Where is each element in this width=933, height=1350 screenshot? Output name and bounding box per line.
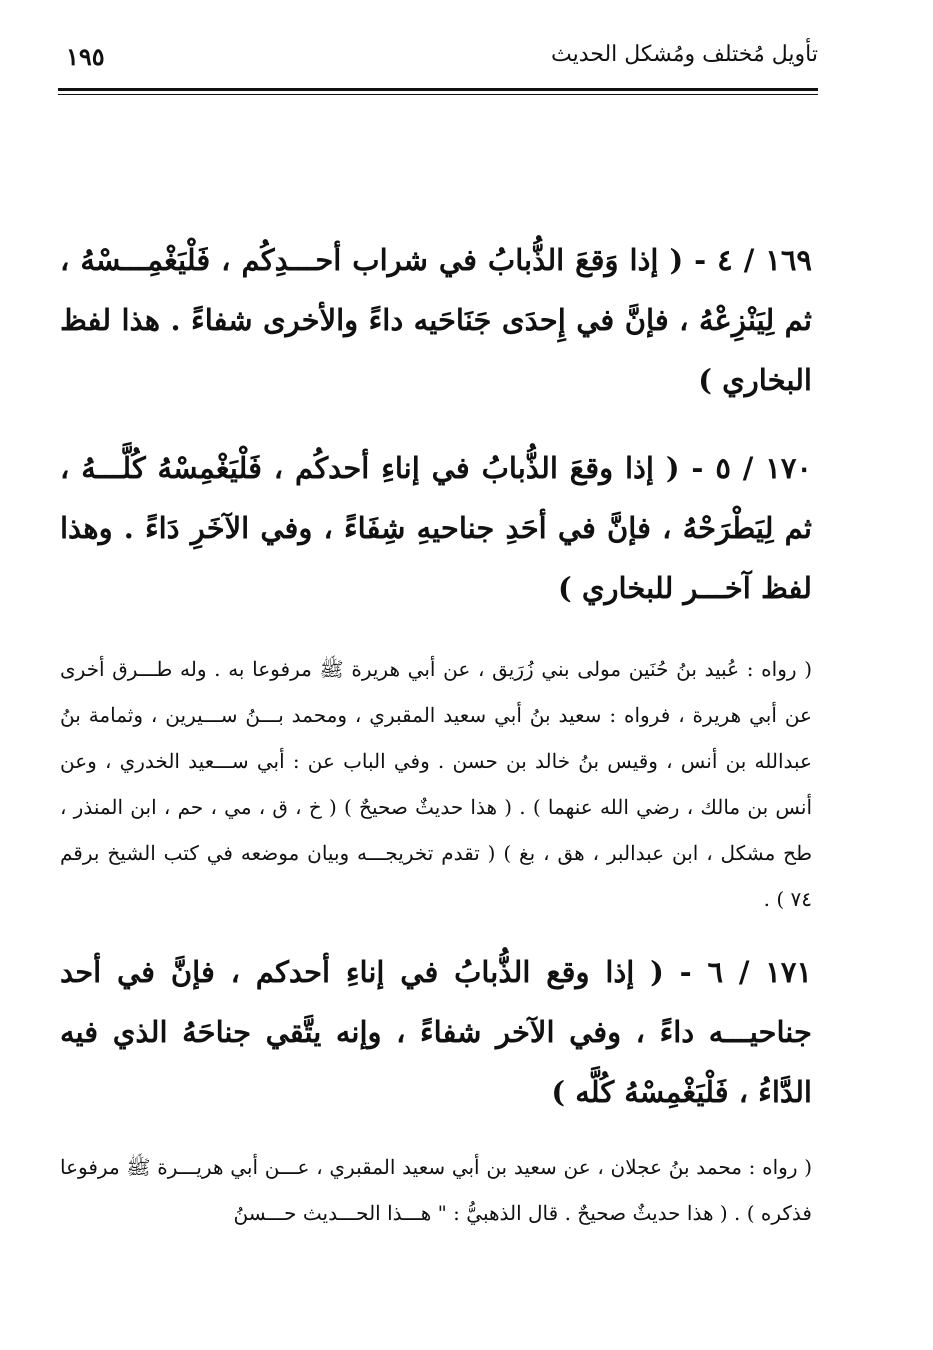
hadith-170: ١٧٠ / ٥ - ( إذا وقعَ الذُّبابُ في إناءِ أحدكُم ، فَلْيَغْمِسْهُ كُلَّـــهُ ، ثم لِيَطْرَحْهُ ، فإنَّ في أحَدِ جناحيهِ شِفَاءً ، وفي الآخَرِ دَاءً . وهذا لفظ آخـــر للبخاري ) — [60, 451, 812, 605]
takhrij-170: ( رواه : عُبيد بنُ حُنَين مولى بني زُرَيق ، عن أبي هريرة ﷺ مرفوعا به . وله طـــرق أخرى عن أبي هريرة ، فرواه : سعيد بنُ أبي سعيد المقبري ، ومحمد بـــنُ ســـيرين ، وثمامة بنُ عبدالله بن أنس ، وقيس بنُ خالد بن حسن . وفي الباب عن : أبي ســـعيد الخدري ، وعن أنس بن مالك ، رضي الله عنهما ) . ( هذا حديثٌ صحيحٌ ) ( خ ، ق ، مي ، حم ، ابن المنذر ، طح مشكل ، ابن عبدالبر ، هق ، بغ ) ( تقدم تخريجـــه وبيان موضعه في كتب الشيخ برقم ٧٤ ) . — [60, 657, 812, 911]
page-number: ١٩٥ — [66, 42, 105, 71]
page-body — [60, 230, 812, 1256]
page-header — [58, 42, 818, 82]
running-title: تأويل مُختلف ومُشكل الحديث — [550, 42, 818, 67]
hadith-171: ١٧١ / ٦ - ( إذا وقع الذُّبابُ في إناءِ أحدكم ، فإنَّ في أحد جناحيـــه داءً ، وفي الآخر شفاءً ، وإنه يتَّقي جناحَهُ الذي فيه الدَّاءُ ، فَلْيَغْمِسْهُ كُلَّه ) — [60, 955, 812, 1109]
takhrij-171: ( رواه : محمد بنُ عجلان ، عن سعيد بن أبي سعيد المقبري ، عـــن أبي هريـــرة ﷺ مرفوعا فذكره ) . ( هذا حديثٌ صحيحٌ . قال الذهبيُّ : " هـــذا الحـــديث حـــسنُ — [60, 1155, 812, 1225]
hadith-169: ١٦٩ / ٤ - ( إذا وَقعَ الذُّبابُ في شراب أحـــدِكُم ، فَلْيَغْمِـــسْهُ ، ثم لِيَنْزِعْهُ ، فإنَّ في إِحدَى جَنَاحَيه داءً والأخرى شفاءً . هذا لفظ البخاري ) — [60, 243, 812, 397]
header-rule-thin — [58, 94, 818, 95]
header-rule-thick — [58, 88, 818, 91]
